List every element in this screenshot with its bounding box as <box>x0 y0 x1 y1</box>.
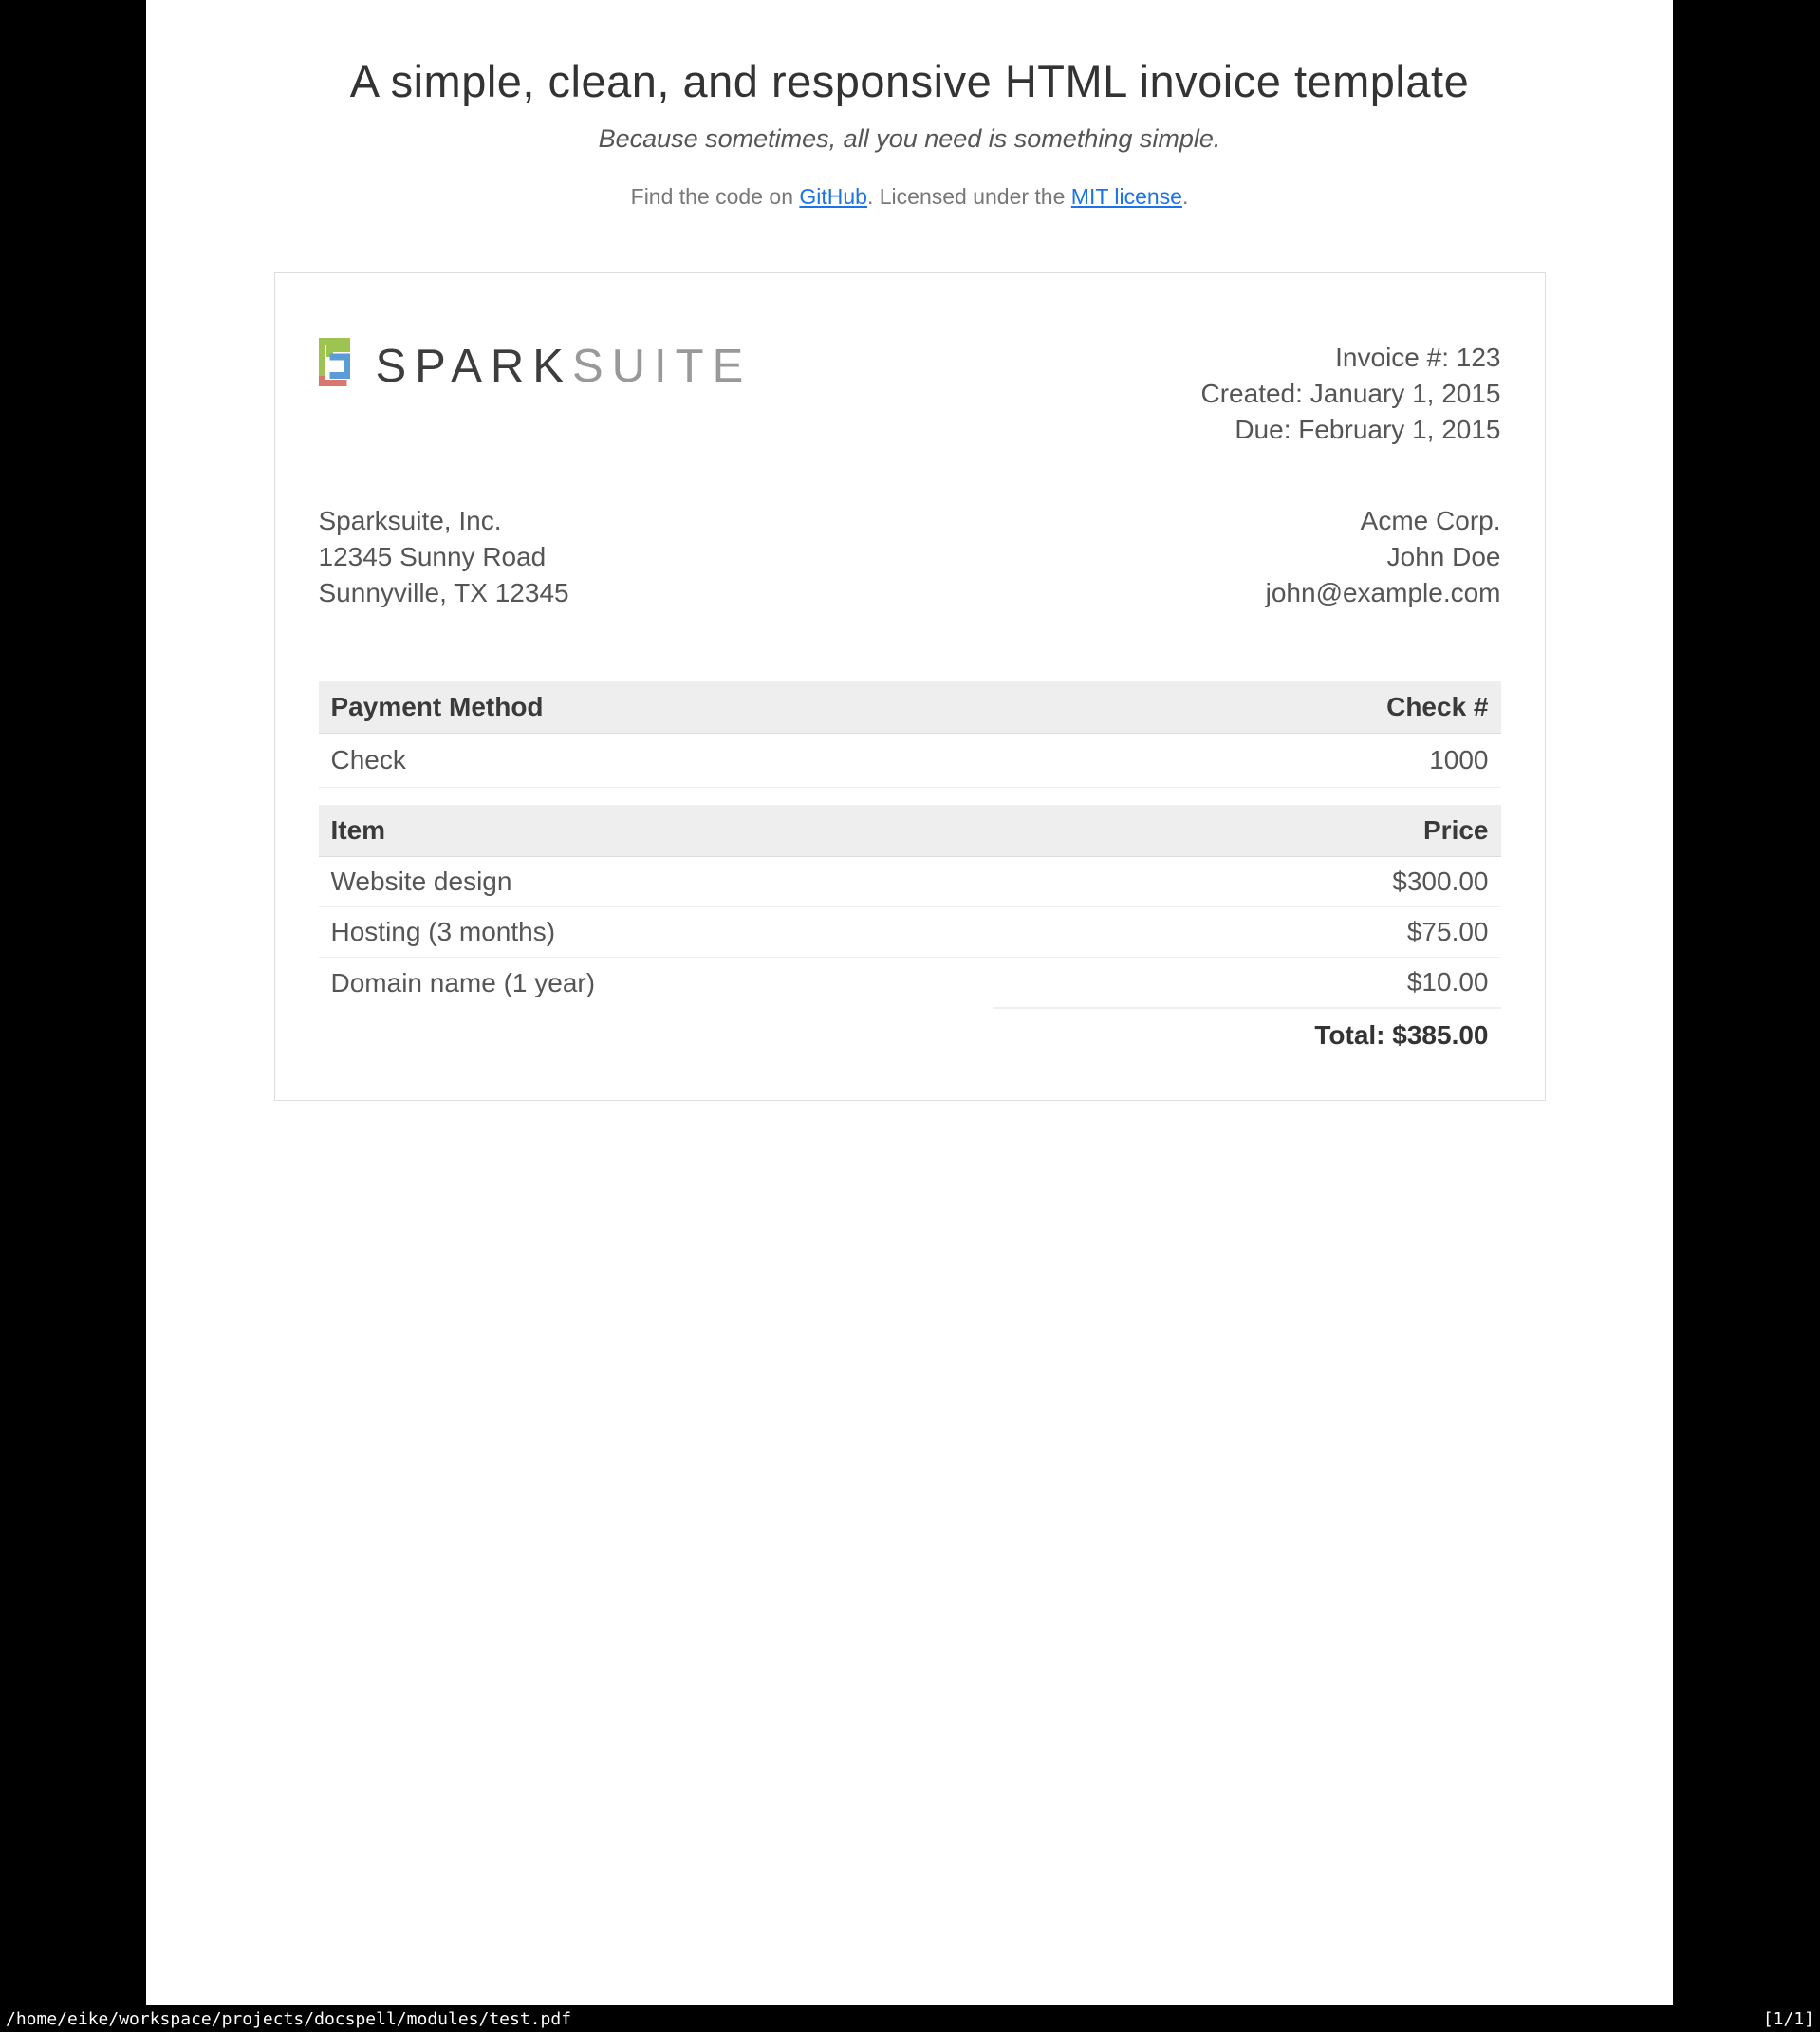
total-row <box>319 1008 1501 1060</box>
page-title: A simple, clean, and responsive HTML invoice template <box>349 56 1470 106</box>
item-row <box>319 958 1501 1009</box>
buyer-address-line: john@example.com <box>1265 578 1501 607</box>
item-name: Hosting (3 months) <box>319 907 993 958</box>
check-number-value: 1000 <box>993 734 1501 788</box>
payment-method-table <box>319 681 1501 788</box>
invoice-due-date: Due: February 1, 2015 <box>1235 415 1501 444</box>
payment-method-value: Check <box>319 734 993 788</box>
logo-text-suite: SUITE <box>571 340 752 392</box>
items-table <box>319 805 1501 1060</box>
addresses-row <box>319 503 1501 611</box>
buyer-address <box>1266 503 1501 611</box>
logo-wordmark <box>376 340 752 393</box>
invoice-created-date: Created: January 1, 2015 <box>1200 379 1501 408</box>
links-line <box>146 184 1673 210</box>
item-price: $300.00 <box>993 857 1501 907</box>
item-name: Domain name (1 year) <box>330 967 596 997</box>
invoice-total: Total: $385.00 <box>993 1008 1501 1060</box>
page-subtitle: Because sometimes, all you need is something simple. <box>598 124 1221 153</box>
company-logo <box>319 338 752 394</box>
mit-license-link[interactable]: MIT license <box>1070 184 1182 209</box>
page-indicator: [1/1] <box>1762 2008 1814 2029</box>
links-line-prefix: Find the code on <box>630 184 800 209</box>
seller-address <box>319 503 569 611</box>
payment-method-header: Payment Method <box>319 681 993 734</box>
item-name: Website design <box>319 857 993 907</box>
items-header-row <box>319 805 1501 857</box>
file-path: /home/eike/workspace/projects/docspell/modules/test.pdf <box>6 2008 572 2029</box>
seller-address-line: 12345 Sunny Road <box>318 542 547 571</box>
buyer-address-line: Acme Corp. <box>1360 506 1501 535</box>
buyer-address-line: John Doe <box>1386 542 1501 571</box>
item-row <box>319 907 1501 958</box>
viewer-statusbar <box>0 2005 1820 2032</box>
payment-header-row <box>319 681 1501 734</box>
invoice-meta <box>1201 338 1501 448</box>
item-price: $10.00 <box>1406 967 1489 997</box>
links-line-middle: . Licensed under the <box>866 184 1071 209</box>
price-header: Price <box>993 805 1501 857</box>
links-line-suffix: . <box>1181 184 1189 209</box>
invoice-number: Invoice #: 123 <box>1335 343 1501 372</box>
invoice-box <box>274 272 1546 1101</box>
item-header: Item <box>319 805 993 857</box>
item-row <box>319 857 1501 907</box>
pdf-page <box>146 0 1673 2005</box>
payment-details-row <box>319 734 1501 788</box>
total-spacer <box>319 1008 993 1060</box>
invoice-header-row <box>319 338 1501 448</box>
sparksuite-logo-icon <box>319 338 350 394</box>
logo-text-spark: SPARK <box>375 340 572 392</box>
seller-address-line: Sparksuite, Inc. <box>318 506 502 535</box>
github-link[interactable]: GitHub <box>799 184 867 209</box>
item-price: $75.00 <box>993 907 1501 958</box>
check-number-header: Check # <box>993 681 1501 734</box>
seller-address-line: Sunnyville, TX 12345 <box>318 578 569 607</box>
